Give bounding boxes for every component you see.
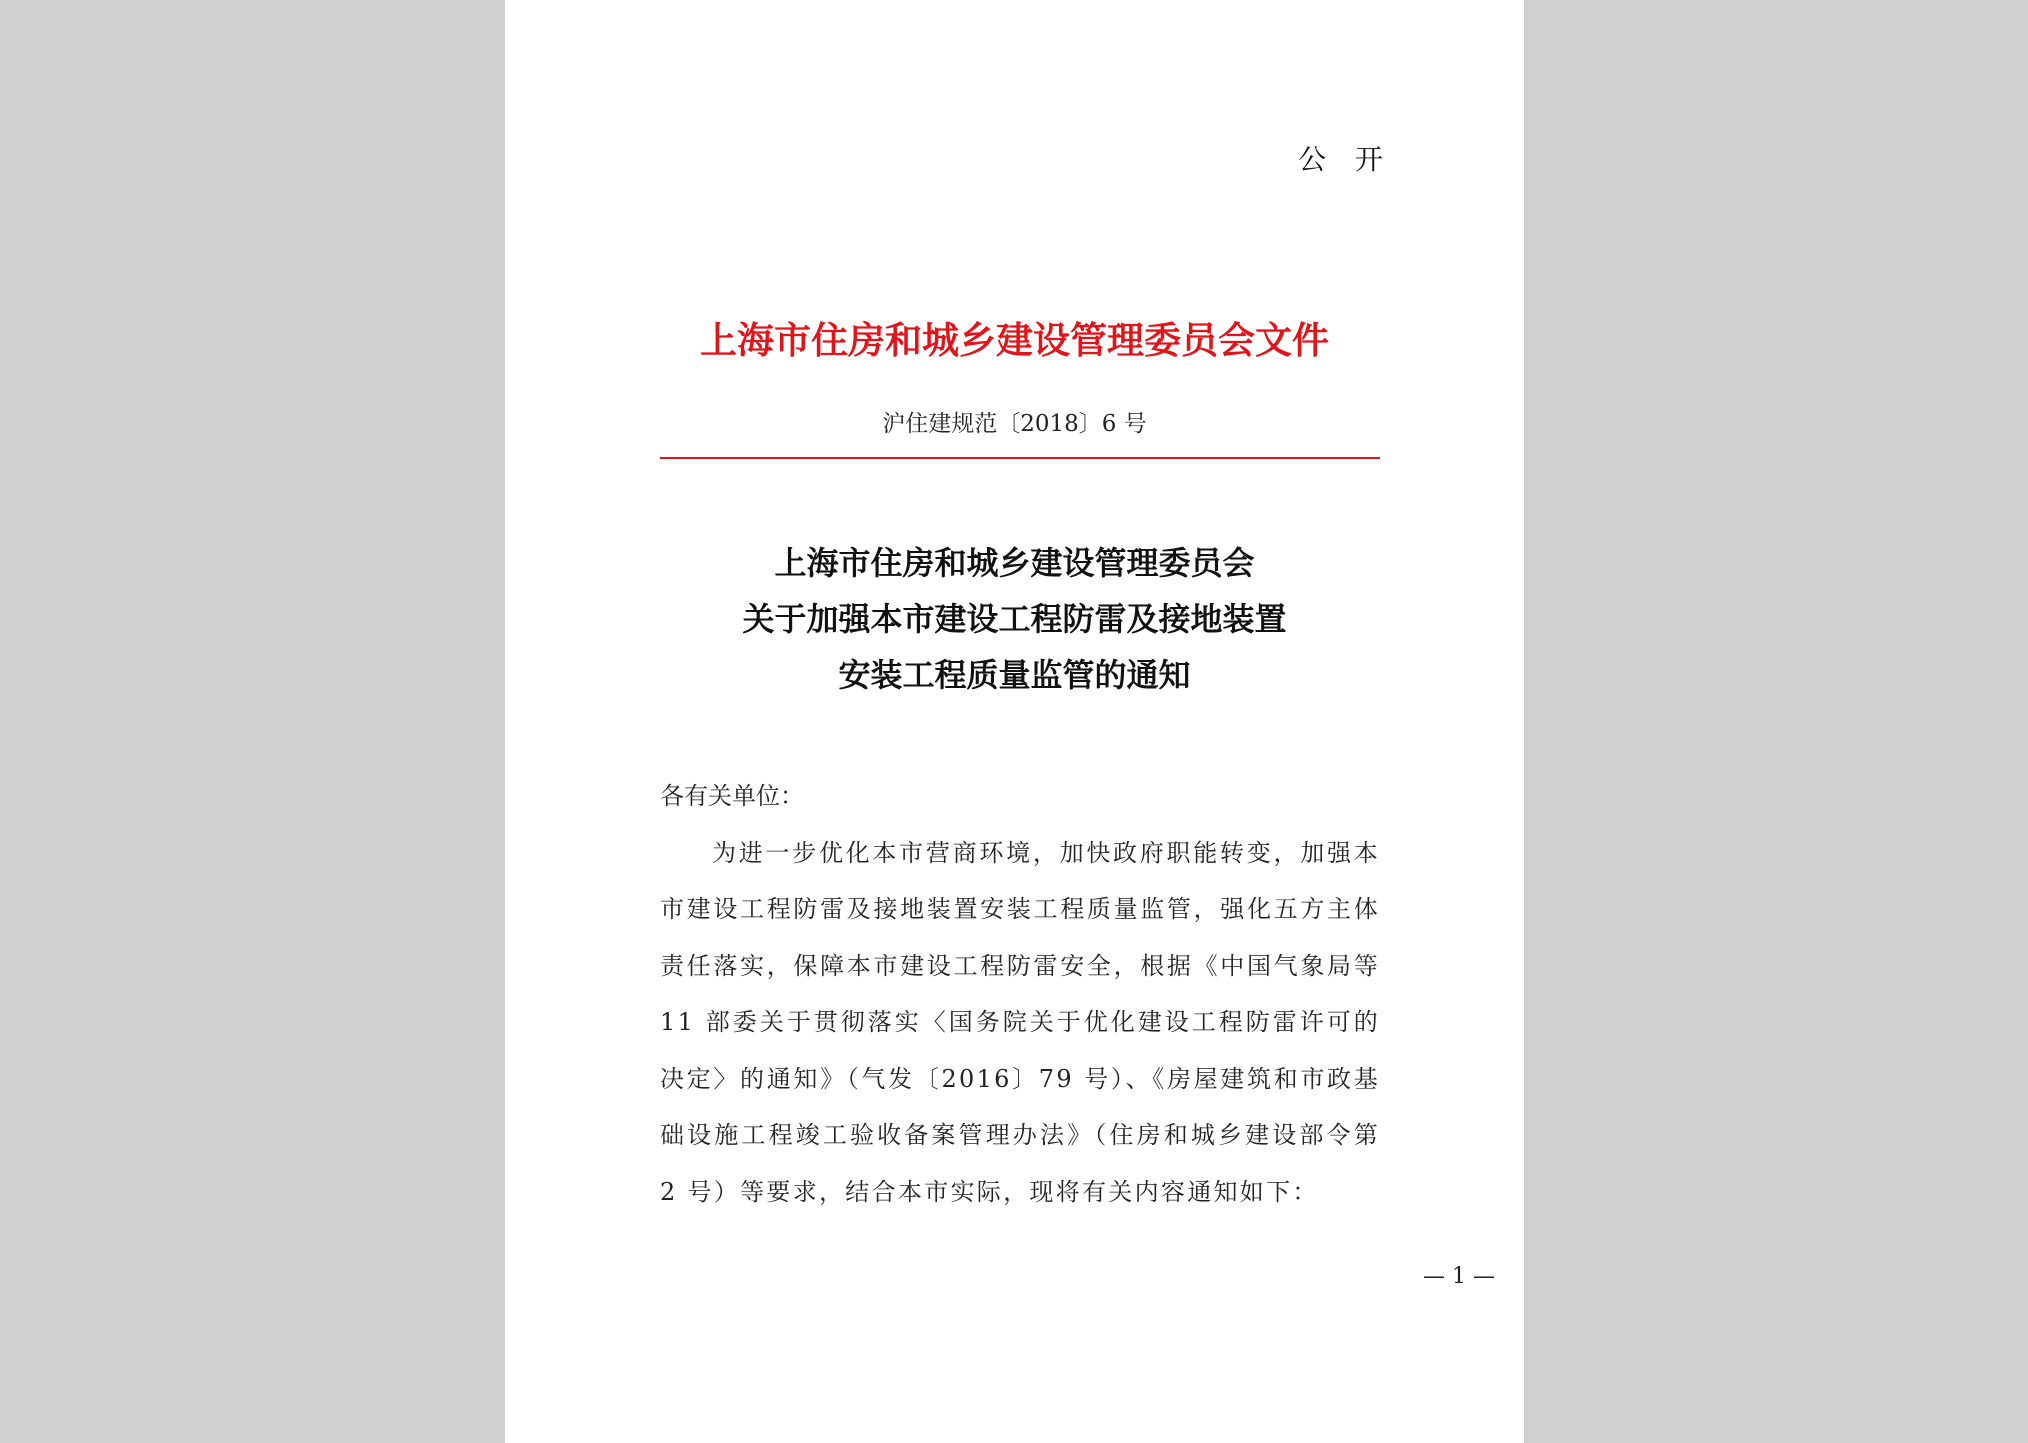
document-number: 沪住建规范〔2018〕6 号	[882, 411, 1147, 437]
title-line-2: 关于加强本市建设工程防雷及接地装置	[742, 600, 1287, 638]
body-paragraph: 为进一步优化本市营商环境，加快政府职能转变，加强本市建设工程防雷及接地装置安装工程质量监管，强化五方主体责任落实，保障本市建设工程防雷安全，根据《中国气象局等 11 部委关于贯彻落实〈国务院关于优化建设工程防雷许可的决定〉的通知》（气发〔2016〕79 号）、《房屋建筑和市政基础设施工程竣工验收备案管理办法》（住房和城乡建设部令第 2 号）等要求，结合本市实际，现将有关内容通知如下：	[660, 838, 1380, 1206]
document-title	[505, 535, 1524, 703]
document-body	[660, 768, 1380, 1220]
title-line-1: 上海市住房和城乡建设管理委员会	[774, 544, 1255, 582]
salutation: 各有关单位：	[660, 782, 804, 810]
issuer-header: 上海市住房和城乡建设管理委员会文件	[700, 318, 1329, 362]
disclosure-label: 公 开	[1298, 143, 1393, 176]
document-page	[505, 0, 1524, 1443]
page-number: — 1 —	[1423, 1264, 1495, 1289]
red-separator-line	[660, 457, 1380, 459]
title-line-3: 安装工程质量监管的通知	[838, 656, 1191, 694]
